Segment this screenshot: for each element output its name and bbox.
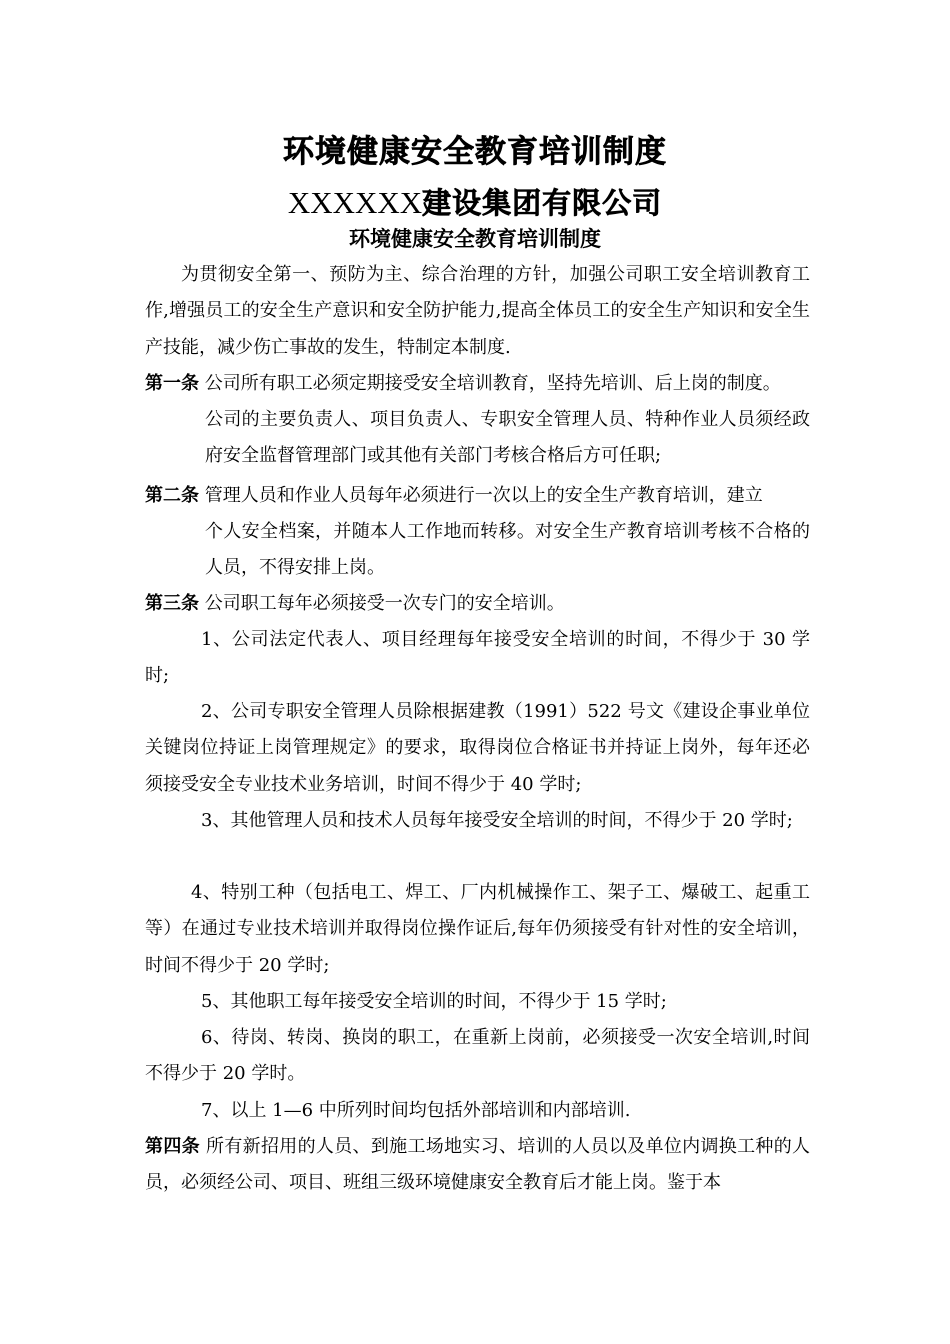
article-3-item-7-text: 7、以上 1—6 中所列时间均包括外部培训和内部培训. [201,1100,631,1121]
article-2-continuation-text: 个人安全档案，并随本人工作地而转移。对安全生产教育培训考核不合格的人员，不得安排上岗。 [205,521,810,579]
article-1-first-line [145,366,835,402]
article-4-text: 所有新招用的人员、到施工场地实习、培训的人员以及单位内调换工种的人员，必须经公司、项目、班组三级环境健康安全教育后才能上岗。鉴于本 [145,1136,811,1194]
article-3-item-5 [145,984,810,1020]
article-3-item-3 [145,803,810,839]
article-3-item-4 [145,875,810,984]
article-3-item-6 [145,1020,810,1093]
article-1-label: 第一条 [145,373,199,394]
article-3-item-6-text: 6、待岗、转岗、换岗的职工，在重新上岗前，必须接受一次安全培训,时间不得少于 20 学时。 [145,1027,810,1085]
document-subtitle: 环境健康安全教育培训制度 [349,227,601,251]
article-1-continuation-text: 公司的主要负责人、项目负责人、专职安全管理人员、特种作业人员须经政府安全监督管理部门或其他有关部门考核合格后方可任职; [205,409,810,467]
article-3-item-7 [145,1093,810,1129]
article-4-label: 第四条 [145,1136,200,1157]
article-2-continuation [205,514,810,587]
article-3-item-2 [145,694,810,803]
article-3-first-line [145,586,825,622]
intro-text: 为贯彻安全第一、预防为主、综合治理的方针，加强公司职工安全培训教育工作,增强员工的安全生产意识和安全防护能力,提高全体员工的安全生产知识和安全生产技能，减少伤亡事故的发生，特制定本制度. [145,264,810,358]
article-2-first-line [145,478,825,514]
article-3-item-2-text: 2、公司专职安全管理人员除根据建教（1991）522 号文《建设企事业单位关键岗位持证上岗管理规定》的要求，取得岗位合格证书并持证上岗外，每年还必须接受安全专业技术业务培训，时间不得少于 40 学时; [145,701,810,795]
article-3-item-3-text: 3、其他管理人员和技术人员每年接受安全培训的时间，不得少于 20 学时; [201,810,793,831]
article-3-item-1 [145,622,810,695]
article-3-item-4-text: 4、特别工种（包括电工、焊工、厂内机械操作工、架子工、爆破工、起重工等）在通过专业技术培训并取得岗位操作证后,每年仍须接受有针对性的安全培训，时间不得少于 20 学时; [145,882,810,976]
article-3-label: 第三条 [145,593,199,614]
article-4-paragraph [145,1129,810,1202]
document-title: 环境健康安全教育培训制度 [283,134,667,170]
article-1-continuation [205,402,810,475]
article-3-item-1-text: 1、公司法定代表人、项目经理每年接受安全培训的时间，不得少于 30 学时; [145,629,810,687]
article-2-label: 第二条 [145,485,199,506]
article-2-text: 管理人员和作业人员每年必须进行一次以上的安全生产教育培训，建立 [204,485,763,506]
article-3-item-5-text: 5、其他职工每年接受安全培训的时间，不得少于 15 学时; [201,991,667,1012]
intro-paragraph [145,257,810,366]
company-prefix: XXXXXX [287,185,423,220]
company-name: 建设集团有限公司 [422,186,663,220]
article-3-text: 公司职工每年必须接受一次专门的安全培训。 [204,593,565,614]
article-1-text: 公司所有职工必须定期接受安全培训教育，坚持先培训、后上岗的制度。 [204,373,781,394]
